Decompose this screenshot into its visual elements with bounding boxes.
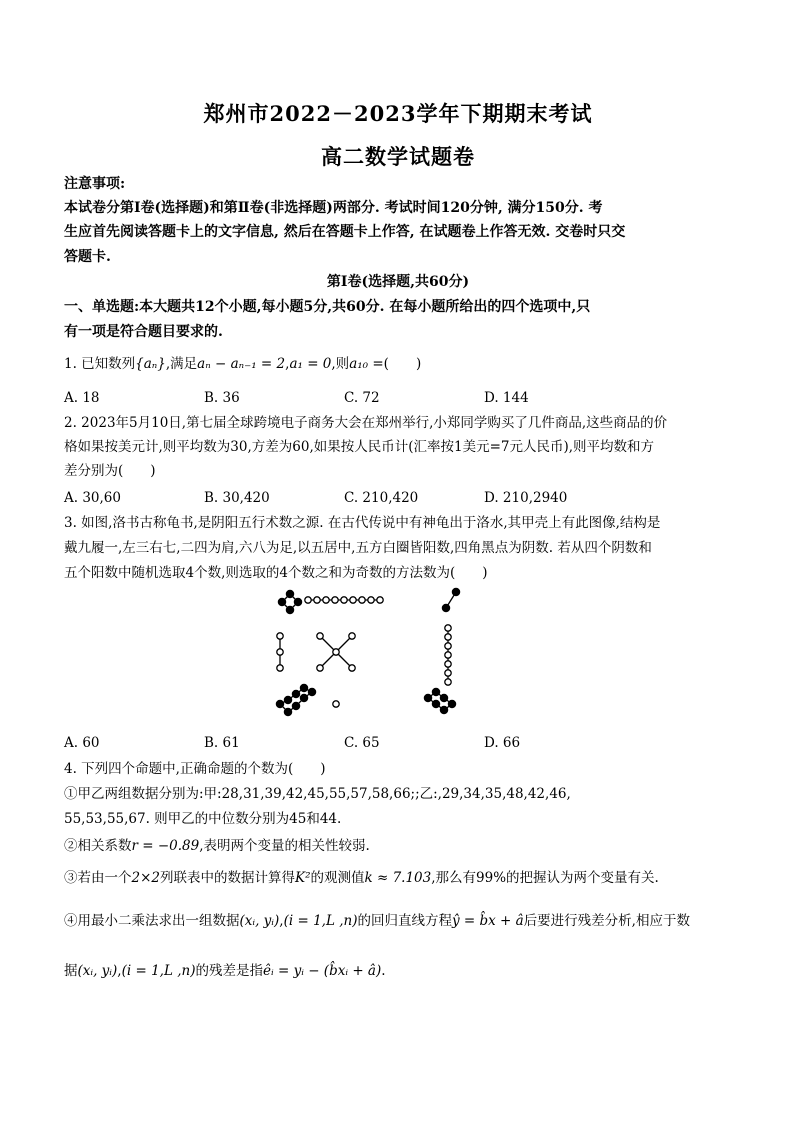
q3-options xyxy=(64,733,732,754)
q1-condition-1: aₙ − aₙ₋₁ = 2 xyxy=(197,356,286,372)
exam-subtitle: 高二数学试题卷 xyxy=(321,144,475,169)
q3-option-c[interactable]: C. 65 xyxy=(344,735,380,751)
section-instruction-1: 一、单选题:本大题共12个小题,每小题5分,共60分. 在每小题所给出的四个选项中,只 xyxy=(64,299,591,315)
q2-option-a[interactable]: A. 30,60 xyxy=(64,490,121,506)
q2-line-2: 格如果按美元计,则平均数为30,方差为60,如果按人民币计(汇率按1美元=7元人民币),则平均数和方 xyxy=(64,439,655,455)
exam-title: 郑州市2022－2023学年下期期末考试 xyxy=(203,101,593,126)
luoshu-eight xyxy=(276,684,315,715)
q1-option-a[interactable]: A. 18 xyxy=(64,390,100,406)
q4-statement-1b: 55,53,55,67. 则甲乙的中位数分别为45和44. xyxy=(64,811,342,827)
q4-statement-3: ③若由一个2×2列联表中的数据计算得K²的观测值k ≈ 7.103,那么有99%的把握认为两个变量有关. xyxy=(64,870,659,886)
q1-option-c[interactable]: C. 72 xyxy=(344,390,380,406)
q2-line-1: 2. 2023年5月10日,第七届全球跨境电子商务大会在郑州举行,小郑同学购买了几件商品,这些商品的价 xyxy=(64,415,668,431)
luoshu-three xyxy=(277,633,283,671)
luoshu-one xyxy=(333,701,339,707)
q3-option-b[interactable]: B. 61 xyxy=(204,735,240,751)
luoshu-two xyxy=(442,588,459,611)
q3-line-3: 五个阳数中随机选取4个数,则选取的4个数之和为奇数的方法数为( ) xyxy=(64,565,488,581)
q4-statement-4a: ④用最小二乘法求出一组数据(xᵢ, yᵢ),(i = 1,L ,n)的回归直线方程ŷ = b̂x + â后要进行残差分析,相应于数 xyxy=(64,913,690,929)
notice-line-3: 答题卡. xyxy=(64,249,111,265)
q2-options xyxy=(64,488,732,509)
q3-line-2: 戴九履一,左三右七,二四为肩,六八为足,以五居中,五方白圈皆阳数,四角黑点为阴数. 若从四个阴数和 xyxy=(64,540,652,556)
q3-line-1: 3. 如图,洛书古称龟书,是阴阳五行术数之源. 在古代传说中有神龟出于洛水,其甲壳上有此图像,结构是 xyxy=(64,515,661,531)
q1-target: a₁₀ = xyxy=(349,356,384,372)
q4-statement-1a: ①甲乙两组数据分别为:甲:28,31,39,42,45,55,57,58,66;;乙:,29,34,35,48,42,46, xyxy=(64,786,571,802)
q2-option-b[interactable]: B. 30,420 xyxy=(204,490,270,506)
q3-option-a[interactable]: A. 60 xyxy=(64,735,100,751)
q1-option-d[interactable]: D. 144 xyxy=(484,390,529,406)
q4-line-1: 4. 下列四个命题中,正确命题的个数为( ) xyxy=(64,761,326,777)
q4-statement-4b: 据(xᵢ, yᵢ),(i = 1,L ,n)的残差是指êᵢ = yᵢ − (b̂xᵢ + â). xyxy=(64,963,386,979)
q1-sequence: {aₙ} xyxy=(135,356,166,372)
q2-option-d[interactable]: D. 210,2940 xyxy=(484,490,568,506)
luoshu-four xyxy=(278,590,301,613)
q2-line-3: 差分别为( ) xyxy=(64,463,156,479)
q3-option-d[interactable]: D. 66 xyxy=(484,735,521,751)
notice-line-2: 生应首先阅读答题卡上的文字信息, 然后在答题卡上作答, 在试题卷上作答无效. 交卷时只交 xyxy=(64,224,626,240)
notice-heading: 注意事项: xyxy=(64,176,126,192)
luoshu-nine xyxy=(305,597,383,603)
q2-option-c[interactable]: C. 210,420 xyxy=(344,490,419,506)
luoshu-six xyxy=(424,688,455,713)
luoshu-figure xyxy=(268,584,468,724)
notice-line-1: 本试卷分第Ⅰ卷(选择题)和第Ⅱ卷(非选择题)两部分. 考试时间120分钟, 满分150分. 考 xyxy=(64,200,603,216)
q4-statement-2: ②相关系数r = −0.89,表明两个变量的相关性较弱. xyxy=(64,838,370,854)
luoshu-seven xyxy=(445,625,451,685)
q1-option-b[interactable]: B. 36 xyxy=(204,390,240,406)
section-instruction-2: 有一项是符合题目要求的. xyxy=(64,324,223,340)
q4-correlation: r = −0.89 xyxy=(131,838,200,854)
question-1: 1. 已知数列{aₙ},满足aₙ − aₙ₋₁ = 2,a₁ = 0,则a₁₀ =( ) xyxy=(64,356,422,372)
luoshu-five xyxy=(317,633,355,671)
q1-condition-2: a₁ = 0 xyxy=(289,356,332,372)
q1-options xyxy=(64,388,732,409)
section-title: 第Ⅰ卷(选择题,共60分) xyxy=(326,274,470,290)
